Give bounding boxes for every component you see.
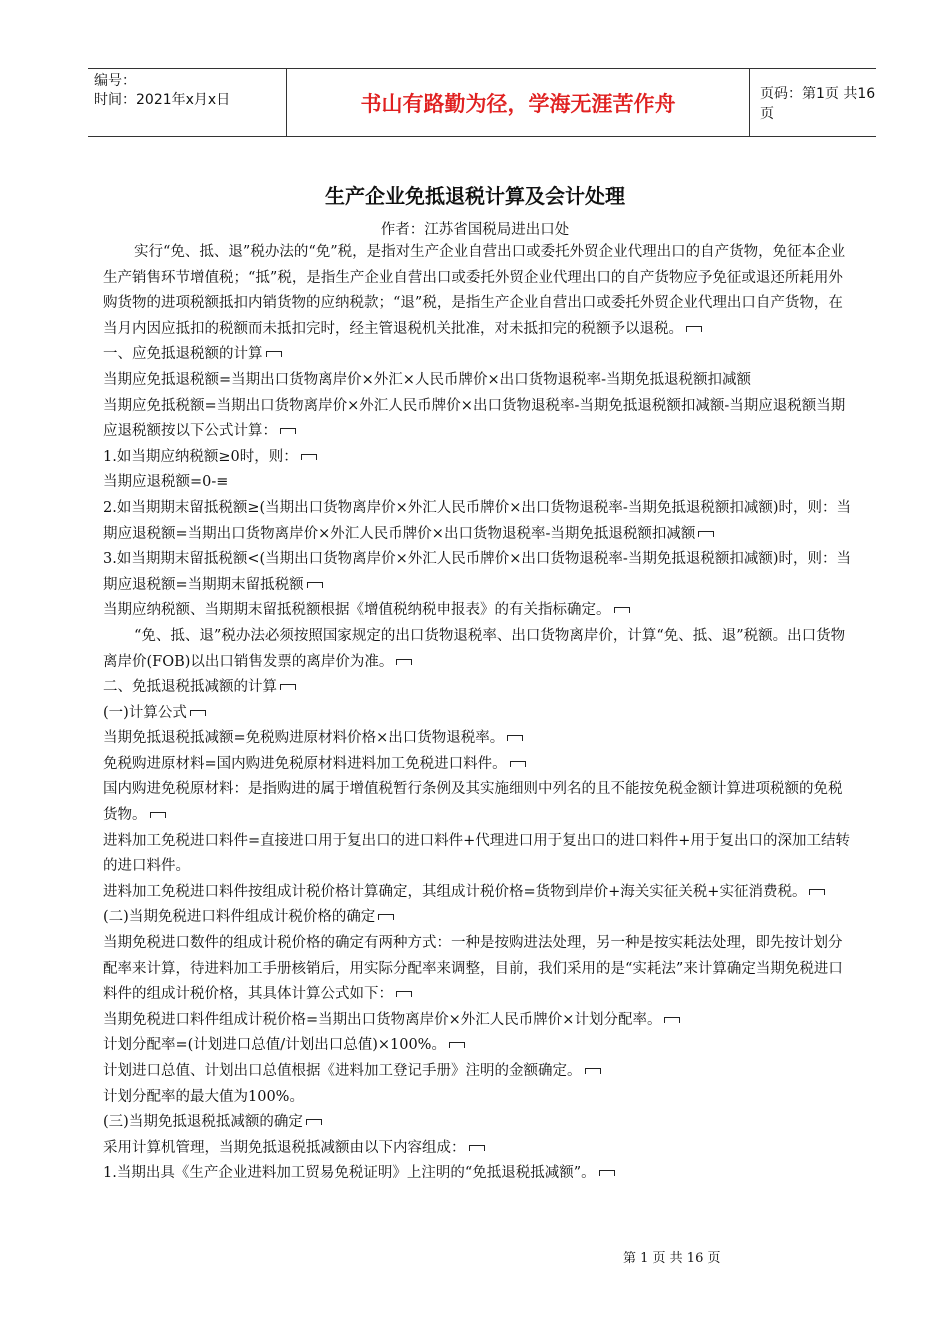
paragraph-mark-icon (307, 582, 323, 588)
header-meta (88, 69, 286, 136)
paragraph: 当期免税进口数件的组成计税价格的确定有两种方式：一种是按购进法处理，另一种是按实耗法处理，即先按计划分配率来计算，待进料加工手册核销后，用实际分配率来调整，目前，我们采用的是“实耗法”来计算确定当期免税进口料件的组成计税价格，其具体计算公式如下： (103, 935, 843, 1003)
document-body (103, 240, 853, 1187)
document-number: 编号： (94, 73, 136, 89)
paragraph: 3.如当期期末留抵税额<(当期出口货物离岸价×外汇人民币牌价×出口货物退税率-当期免抵退税额扣减额)时，则：当期应退税额=当期期末留抵税额 (103, 551, 851, 593)
paragraph-mark-icon (809, 889, 825, 895)
paragraph: 国内购进免税原材料：是指购进的属于增值税暂行条例及其实施细则中列名的且不能按免税金额计算进项税额的免税货物。 (103, 781, 843, 824)
paragraph-mark-icon (507, 735, 523, 741)
paragraph: 1.如当期应纳税额≥0时，则： (103, 445, 853, 471)
paragraph: “免、抵、退”税办法必须按照国家规定的出口货物退税率、出口货物离岸价，计算“免、抵、退”税额。出口货物离岸价(FOB)以出口销售发票的离岸价为准。 (103, 627, 846, 670)
paragraph: 实行“免、抵、退”税办法的“免”税，是指对生产企业自营出口或委托外贸企业代理出口的自产货物，免征本企业生产销售环节增值税；“抵”税，是指生产企业自营出口或委托外贸企业代理出口的自产货物应予免征或退还所耗用外购货物的进项税额抵扣内销货物的应纳税款；“退”税，是指生产企业自营出口或委托外贸企业代理出口自产货物，在当月内因应抵扣的税额而未抵扣完时，经主管退税机关批准，对未抵扣完的税额予以退税。 (103, 244, 846, 337)
paragraph-mark-icon (469, 1145, 485, 1151)
paragraph-mark-icon (664, 1017, 680, 1023)
section-heading: 二、免抵退税抵减额的计算 (103, 675, 853, 701)
paragraph: 当期应纳税额、当期期末留抵税额根据《增值税纳税申报表》的有关指标确定。 (103, 598, 853, 624)
paragraph-mark-icon (396, 659, 412, 665)
section-heading: 一、应免抵退税额的计算 (103, 342, 853, 368)
paragraph-mark-icon (698, 531, 714, 537)
paragraph: 计划进口总值、计划出口总值根据《进料加工登记手册》注明的金额确定。 (103, 1059, 853, 1085)
paragraph: 计划分配率=(计划进口总值/计划出口总值)×100%。 (103, 1033, 853, 1059)
paragraph-mark-icon (306, 1119, 322, 1125)
paragraph: 进料加工免税进口料件=直接进口用于复出口的进口料件+代理进口用于复出口的进口料件+用于复出口的深加工结转的进口料件。 (103, 832, 850, 875)
document-author: 作者：江苏省国税局进出口处 (380, 222, 570, 238)
paragraph: 当期应免抵税额=当期出口货物离岸价×外汇人民币牌价×出口货物退税率-当期免抵退税额扣减额-当期应退税额当期应退税额按以下公式计算： (103, 397, 846, 440)
paragraph-mark-icon (510, 761, 526, 767)
paragraph: 1.当期出具《生产企业进料加工贸易免税证明》上注明的“免抵退税抵减额”。 (103, 1161, 853, 1187)
page-header (88, 68, 876, 137)
paragraph: 2.如当期期末留抵税额≥(当期出口货物离岸价×外汇人民币牌价×出口货物退税率-当期免抵退税额扣减额)时，则：当期应退税额=当期出口货物离岸价×外汇人民币牌价×出口货物退税率-当期免抵退税额扣减额 (103, 499, 851, 542)
paragraph: 当期免税进口料件组成计税价格=当期出口货物离岸价×外汇人民币牌价×计划分配率。 (103, 1008, 853, 1034)
paragraph-mark-icon (378, 914, 394, 920)
paragraph-mark-icon (266, 351, 282, 357)
paragraph-mark-icon (396, 991, 412, 997)
document-date: 时间：2021年x月x日 (94, 92, 231, 108)
paragraph-mark-icon (280, 428, 296, 434)
paragraph: 采用计算机管理，当期免抵退税抵减额由以下内容组成： (103, 1136, 853, 1162)
page-footer: 第 1 页 共 16 页 (623, 1251, 721, 1266)
paragraph: 进料加工免税进口料件按组成计税价格计算确定，其组成计税价格=货物到岸价+海关实征关税+实征消费税。 (103, 880, 853, 906)
paragraph-mark-icon (190, 710, 206, 716)
paragraph-mark-icon (150, 812, 166, 818)
paragraph: 当期应免抵退税额=当期出口货物离岸价×外汇×人民币牌价×出口货物退税率-当期免抵退税额扣减额 (103, 371, 751, 388)
paragraph-mark-icon (599, 1170, 615, 1176)
paragraph-mark-icon (614, 607, 630, 613)
paragraph-mark-icon (301, 454, 317, 460)
paragraph: 计划分配率的最大值为100%。 (103, 1088, 304, 1105)
subsection-heading: (一)计算公式 (103, 701, 853, 727)
paragraph-mark-icon (449, 1042, 465, 1048)
paragraph-mark-icon (280, 684, 296, 690)
header-motto: 书山有路勤为径，学海无涯苦作舟 (286, 69, 750, 136)
subsection-heading: (三)当期免抵退税抵减额的确定 (103, 1110, 853, 1136)
paragraph-mark-icon (686, 326, 702, 332)
paragraph-mark-icon (585, 1068, 601, 1074)
paragraph: 当期免抵退税抵减额=免税购进原材料价格×出口货物退税率。 (103, 726, 853, 752)
header-page-number: 页码：第1页 共16页 (760, 85, 876, 122)
paragraph: 免税购进原材料=国内购进免税原材料进料加工免税进口料件。 (103, 752, 853, 778)
subsection-heading: (二)当期免税进口料件组成计税价格的确定 (103, 905, 853, 931)
document-title: 生产企业免抵退税计算及会计处理 (325, 184, 625, 208)
paragraph: 当期应退税额=0-≡ (103, 474, 229, 491)
